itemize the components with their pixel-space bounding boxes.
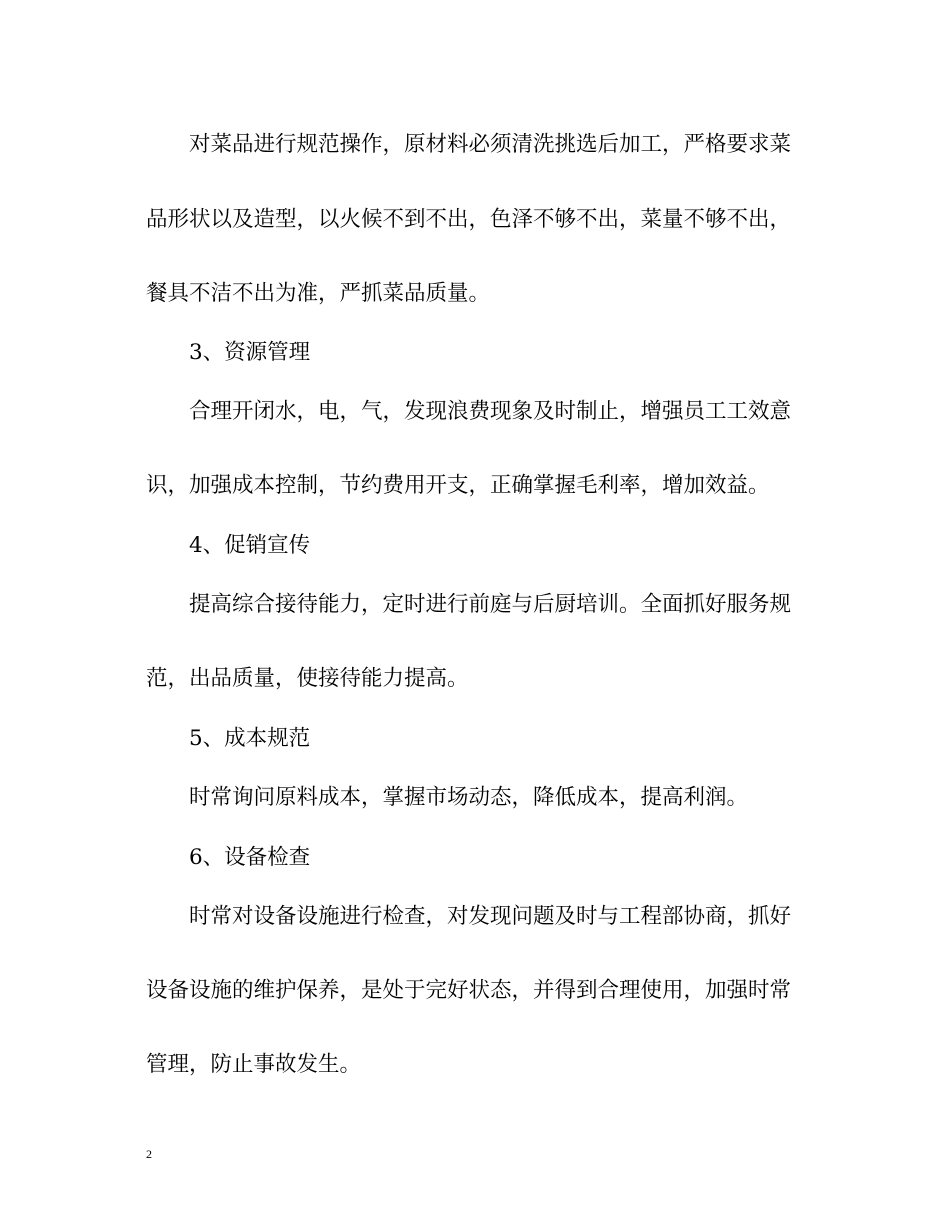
body-text-line: 提高综合接待能力，定时进行前庭与后厨培训。全面抓好服务规 [189, 592, 792, 617]
body-text-line: 时常对设备设施进行检查，对发现问题及时与工程部协商，抓好 [189, 904, 792, 929]
body-text-line: 设备设施的维护保养，是处于完好状态，并得到合理使用，加强时常 [146, 978, 792, 1003]
section-heading: 6、设备检查 [189, 845, 311, 870]
body-text-line: 品形状以及造型，以火候不到不出，色泽不够不出，菜量不够不出， [146, 207, 792, 232]
section-heading: 3、资源管理 [189, 340, 311, 365]
body-text-line: 对菜品进行规范操作，原材料必须清洗挑选后加工，严格要求菜 [189, 132, 792, 157]
body-text-line: 餐具不洁不出为准，严抓菜品质量。 [146, 281, 491, 306]
body-text-line: 范，出品质量，使接待能力提高。 [146, 666, 469, 691]
body-text-line: 合理开闭水，电，气，发现浪费现象及时制止，增强员工工效意 [189, 399, 792, 424]
body-text-line: 时常询问原料成本，掌握市场动态，降低成本，提高利润。 [189, 785, 749, 810]
section-heading: 4、促销宣传 [189, 533, 311, 558]
body-text-line: 识，加强成本控制，节约费用开支，正确掌握毛利率，增加效益。 [146, 473, 770, 498]
page-number: 2 [146, 1147, 152, 1161]
body-text-line: 管理，防止事故发生。 [146, 1052, 362, 1077]
section-heading: 5、成本规范 [189, 726, 311, 751]
